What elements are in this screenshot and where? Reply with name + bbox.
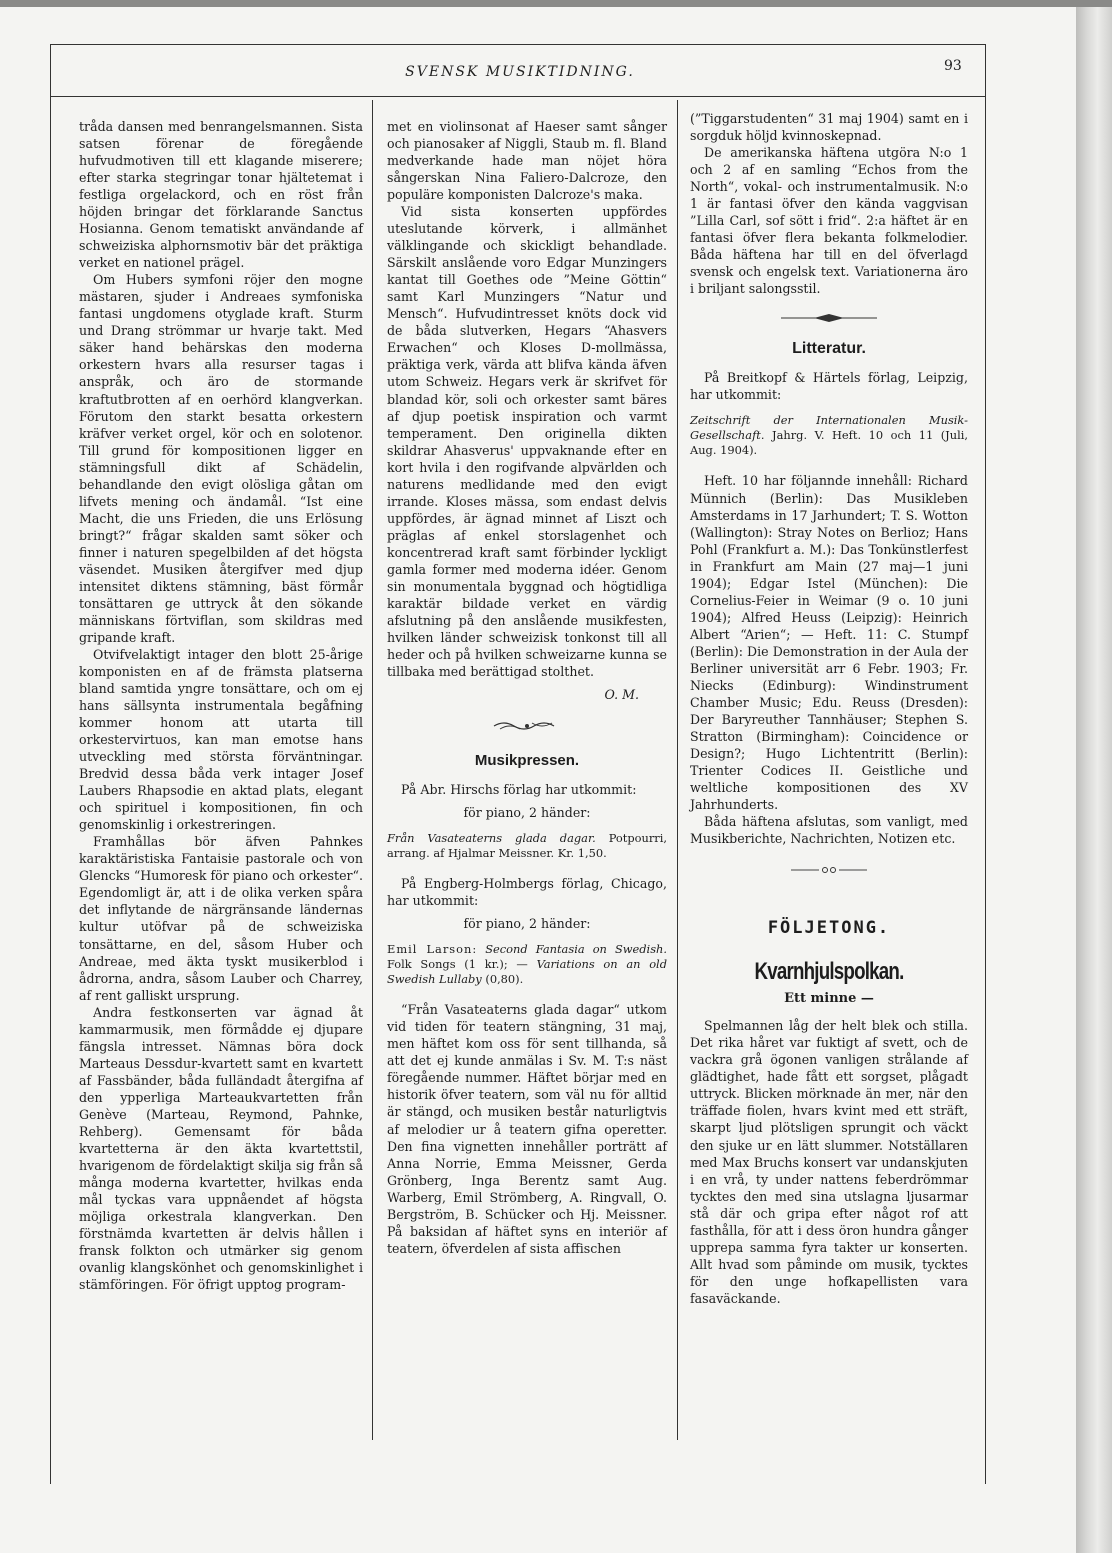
paragraph: “Från Vasateaterns glada dagar“ utkom vid tiden för teatern stängning, 31 maj, men häftet kom oss för sent tillhanda, så att det ej kunde anmälas i Sv. M. T:s näst föregående nummer. Häftet börjar med en historik öfver teatern, som väl nu för alltid är stängd, och musiken består naturligtvis af melodier ur å teatern gifna operetter. Den fina vignetten innehåller porträtt af Anna Norrie, Emma Meissner, Gerda Grönberg, Inga Berentz samt Aug. Warberg, Emil Strömberg, A. Ringvall, O. Bergström, B. Schücker och Hj. Meissner. På baksidan af häftet syns en interiör af teatern, öfverdelen af sista affischen <box>387 1002 667 1256</box>
column-divider-1 <box>372 100 373 1440</box>
frame-right-rule <box>985 44 986 1484</box>
paragraph: Andra festkonserten var ägnad åt kammarmusik, men förmådde ej djupare fängsla intresset. Nämnas böra dock Marteaus Dessdur-kvartett samt en kvartett af Fassbänder, båda fulländadt återgifna af den ypperliga Marteaukvartetten från Genève (Marteau, Reymond, Pahnke, Rehberg). Gemensamt för båda kvartetterna är den äkta kvartettstil, hvarigenom de fördelaktigt skilja sig från så många moderna kvartetter, hvilkas enda mål tyckas vara uppnåendet af högsta möjliga orkestrala klangverkan. Den förstnämda kvartetten är delvis hållen i fransk folkton och utmärker sig genom ovanlig klangskönhet och genomskinlighet i stämföringen. För öfrigt upptog program- <box>79 1004 363 1293</box>
subheading: för piano, 2 händer: <box>463 916 591 932</box>
music-entry <box>387 942 667 987</box>
paragraph: (”Tiggarstudenten“ 31 maj 1904) samt en i sorgduk höljd kvinnoskepnad. <box>690 111 968 144</box>
paragraph: Framhållas bör äfven Pahnkes karaktäristiska Fantaisie pastorale och von Glencks “Humoresk för piano och orkester“. Egendomligt är, att i de olika verken spåra det inflytande de närgränsande ländernas kultur utöfvar på de schweiziska tonsättarne, en del, såsom Huber och Andreae, med äkta tyskt musikerblod i ådrorna, andra, såsom Lauber och Charrey, af rent galliskt ursprung. <box>79 834 363 1003</box>
publisher-notice: På Breitkopf & Härtels förlag, Leipzig, har utkommit: <box>690 370 968 403</box>
column-3 <box>690 110 968 1307</box>
paragraph: Om Hubers symfoni röjer den mogne mästaren, sjuder i Andreaes symfoniska fantasi ungdomens otyglade kraft. Sturm und Drang strömmar ur hvarje takt. Med säker hand behärskas den moderna orkestern hvars alla resurser tagas i anspråk, och äro de stormande kraftutbrotten af en oerhörd klangverkan. Förutom den starkt besatta orkestern kräfver verket orgel, kör och en solotenor. Till grund för kompositionen ligger en stämningsfull dikt af Schädelin, behandlande den evigt olösliga gåtan om lifvets mening och ändamål. “Ist eine Macht, die uns Frieden, die uns Erlösung bringt?“ frågar skalden samt söker och finner i naturen spegelbilden af det högsta väsendet. Musiken återgifver med djup intensitet diktens stämning, bäst förmår tonsättaren ge uttryck åt den sökande människans förtviflan, som skildras med gripande kraft. <box>79 272 363 645</box>
music-entry <box>387 831 667 861</box>
entry-title: Variations on an old Swedish Lullaby <box>387 957 667 987</box>
paragraph: met en violinsonat af Haeser samt sånger och pianosaker af Niggli, Staub m. fl. Bland medverkande hade man nöjet höra sångerskan Nina Faliero-Dalcroze, den populäre komponisten Dalcroze's maka. <box>387 119 667 203</box>
paragraph: Båda häftena afslutas, som vanligt, med Musikberichte, Nachrichten, Notizen etc. <box>690 814 968 847</box>
header-rule <box>50 96 986 97</box>
entry-title: Från Vasateaterns glada dagar. <box>387 831 596 846</box>
flourish-ornament-icon <box>387 719 667 738</box>
frame-left-rule <box>50 44 51 1484</box>
scan-top-band <box>0 0 1112 7</box>
publisher-notice: På Abr. Hirschs förlag har utkommit: <box>401 782 637 798</box>
column-divider-2 <box>677 100 678 1440</box>
paragraph: De amerikanska häftena utgöra N:o 1 och 2 af en samling “Echos from the North“, vokal- och instrumentalmusik. N:o 1 är fantasi öfver den kända vaggvisan ”Lilla Carl, sof sött i frid“. 2:a häftet är en fantasi öfver flera bekanta folkmelodier. Båda häftena har till en del öfverlagd svensk och engelsk text. Variationerna äro i briljant salongsstil. <box>690 145 968 297</box>
story-title: Kvarnhjulspolkan. <box>754 958 904 986</box>
paragraph: Spelmannen låg der helt blek och stilla. Det rika håret var fuktigt af svett, och de vackra grå ögonen vanligen strålande af glädtighet, hade fått ett sorgset, plågadt uttryck. Blicken mörknade än mer, när den träffade fiolen, hvars kvint med ett sträft, skarpt ljud plötsligen sprungit och väckt den sjuke ur en lätt slummer. Notställaren med Max Bruchs konsert var undanskjuten i en vrå, ty under nattens feberdrömmar tycktes den med sina utslagna ljusarmar stå där och gripa efter något rof att fasthålla, för att i dess öron hundra gånger upprepa samma fyra takter ur konserten. Allt hvad som påminde om musik, tycktes för den unge hofkapellisten vara fasaväckande. <box>690 1018 968 1306</box>
divider-ornament-icon <box>690 311 968 328</box>
page-number: 93 <box>944 58 962 74</box>
column-1 <box>79 118 363 1293</box>
subheading: för piano, 2 händer: <box>463 805 591 821</box>
journal-details: Jahrg. V. Heft. 10 och 11 (Juli, Aug. 1904). <box>690 428 968 458</box>
paragraph: Otvifvelaktigt intager den blott 25-årige komponisten en af de främsta platserna bland samtida yngre tonsättare, och om ej hans sällsynta instrumentala begåfning kommer honom att utarta till orkestervirtuos, kan man emotse hans utveckling med största förväntningar. Bredvid dessa båda verk intager Josef Laubers Rhapsodie en aktad plats, elegant och spirituel i kompositionen, fin och genomskinlig i orkestreringen. <box>79 646 363 833</box>
divider-ornament-icon <box>690 863 968 880</box>
journal-title: Zeitschrift der Internationalen Musik-Gesellschaft. <box>690 413 968 443</box>
paragraph: tråda dansen med benrangelsmannen. Sista satsen förenar de föregående hufvudmotiven till ett klagande miserere; efter starka stegringar tonar hjältetemat i festliga orgelackord, och en röst från höjden bringar det förklarande Sanctus Hosianna. Genom tematiskt användande af schweiziska alphornsmotiv bär det präktiga verket en nationel prägel. <box>79 119 363 271</box>
column-2 <box>387 118 667 1257</box>
feuilleton-heading: FÖLJETONG. <box>767 918 891 939</box>
entry-author: Emil Larson: <box>387 942 478 957</box>
page-edge <box>1076 0 1112 1553</box>
entry-details: Potpourri, arrang. af Hjalmar Meissner. Kr. 1,50. <box>387 831 667 861</box>
entry-price: (0,80). <box>485 972 524 987</box>
frame-top-rule <box>50 44 986 45</box>
story-subtitle: Ett minne — <box>784 991 874 1007</box>
author-signature: O. M. <box>604 687 639 703</box>
publisher-notice: På Engberg-Holmbergs förlag, Chicago, har utkommit: <box>387 876 667 909</box>
journal-entry <box>690 413 968 458</box>
entry-title: Second Fantasia on Swedish. <box>485 942 667 957</box>
section-heading-musikpressen: Musikpressen. <box>474 752 580 770</box>
entry-details: Folk Songs (1 kr.); — <box>387 957 528 972</box>
paragraph: Vid sista konserten uppfördes uteslutande körverk, i allmänhet välklingande och skickligt behandlade. Särskilt anslående voro Edgar Munzingers kantat till Goethes ode ”Meine Göttin“ samt Karl Munzingers “Natur und Mensch“. Hufvudintresset knöts dock vid de båda slutverken, Hegars “Ahasvers Erwachen“ och Kloses D-mollmässa, präktiga verk, värda att blifva kända äfven utom Schweiz. Hegars verk är skrifvet för blandad kör, soli och orkester samt bäres af djup poetisk inspiration och varmt temperament. Den originella dikten skildrar Ahasverus' uppvaknande efter en kort hvila i den rogifvande alpvärlden och naturens medlidande med den evigt irrande. Kloses mässa, som endast delvis uppfördes, är ägnad minnet af Liszt och präglas af enkel storslagenhet och koncentrerad kraft samt förbinder lyckligt gamla former med moderna idéer. Genom sin monumentala byggnad och högtidliga karaktär bildade verket en värdig afslutning på den anslående musikfesten, hvilken länder schweizisk tonkonst till all heder och på hvilken schweizarne kunna se tillbaka med berättigad stolthet. <box>387 204 667 679</box>
paragraph: Heft. 10 har följannde innehåll: Richard Münnich (Berlin): Das Musikleben Amsterdams in 17 Jarhundert; T. S. Wotton (Wallington): Stray Notes on Berlioz; Hans Pohl (Frankfurt a. M.): Das Tonkünstlerfest in Frankfurt am Main (27 maj—1 juni 1904); Edgar Istel (München): Die Cornelius-Feier in Weimar (9 o. 10 juni 1904); Alfred Heuss (Leipzig): Heinrich Albert “Arien“; — Heft. 11: C. Stumpf (Berlin): Die Demonstration in der Aula der Berliner universität arr 6 Febr. 1903; Fr. Niecks (Edinburg): Windinstrument Chamber Music; Edu. Reuss (Dresden): Der Baryreuther Tannhäuser; Stephen S. Stratton (Birmingham): Coincidence or Design?; Hugo Lichtentritt (Berlin): Trienter Codices II. Geistliche und weltliche kompositionen des XV Jahrhunderts. <box>690 473 968 813</box>
section-heading-litteratur: Litteratur. <box>792 340 866 358</box>
journal-header-title: SVENSK MUSIKTIDNING. <box>405 64 635 80</box>
